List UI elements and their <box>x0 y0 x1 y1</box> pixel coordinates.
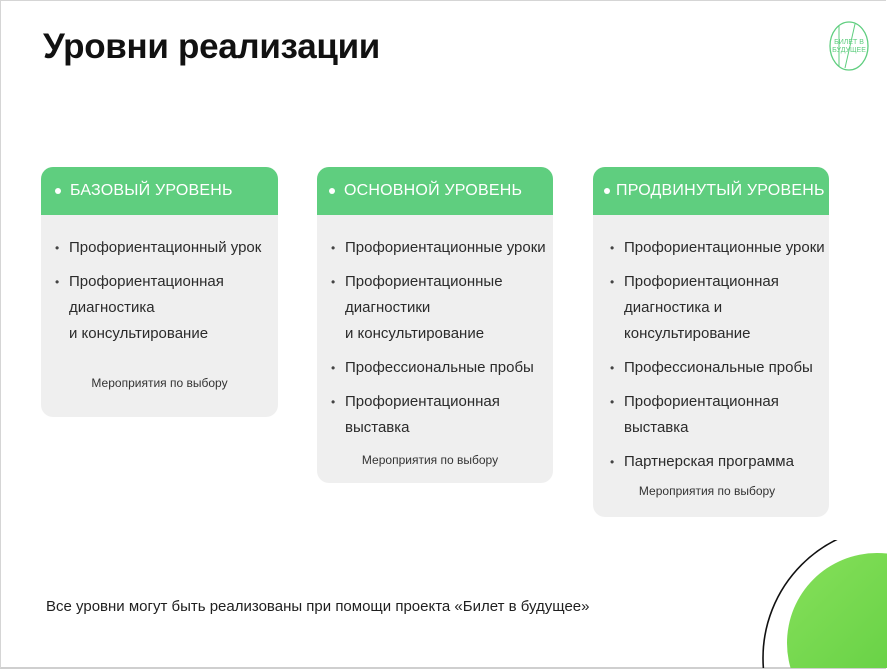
card-item-list <box>317 235 553 441</box>
bullet-dot-icon <box>329 188 335 194</box>
card-main-level <box>317 167 553 483</box>
page-title: Уровни реализации <box>43 27 381 66</box>
footer-text: Все уровни могут быть реализованы при помощи проекта «Билет в будущее» <box>46 598 590 615</box>
card-basic-level <box>41 167 278 417</box>
card-header <box>593 167 829 215</box>
list-item: • Профориентационный урок <box>69 235 278 261</box>
list-item: • Партнерская программа <box>624 449 829 475</box>
logo-text-line-1: БИЛЕТ В <box>834 39 864 46</box>
decorative-corner-shape <box>700 540 887 668</box>
card-advanced-level <box>593 167 829 517</box>
card-title: ОСНОВНОЙ УРОВЕНЬ <box>344 182 523 199</box>
bullet-dot-icon <box>55 188 61 194</box>
card-item-list <box>41 235 278 347</box>
card-note: Мероприятия по выбору <box>361 453 499 467</box>
list-item: • Профориентационная выставка <box>345 389 553 441</box>
list-item: • Профориентационные уроки <box>624 235 829 261</box>
card-note: Мероприятия по выбору <box>638 484 776 498</box>
list-item: • Профессиональные пробы <box>345 355 553 381</box>
card-title: БАЗОВЫЙ УРОВЕНЬ <box>70 182 233 199</box>
card-header <box>41 167 278 215</box>
list-item: • Профориентационная диагностика и консультирование <box>69 269 278 347</box>
logo-text-line-2: БУДУЩЕЕ <box>832 47 866 54</box>
list-item: • Профориентационная выставка <box>624 389 829 441</box>
card-note: Мероприятия по выбору <box>91 376 228 390</box>
card-title: ПРОДВИНУТЫЙ УРОВЕНЬ <box>616 182 825 199</box>
list-item: • Профориентационные диагностики и консультирование <box>345 269 553 347</box>
list-item: • Профориентационные уроки <box>345 235 553 261</box>
card-header <box>317 167 553 215</box>
card-item-list <box>593 235 829 475</box>
bilet-v-budushchee-logo-icon <box>827 20 871 72</box>
list-item: • Профессиональные пробы <box>624 355 829 381</box>
bullet-dot-icon <box>604 188 610 194</box>
list-item: • Профориентационная диагностика и консультирование <box>624 269 829 347</box>
